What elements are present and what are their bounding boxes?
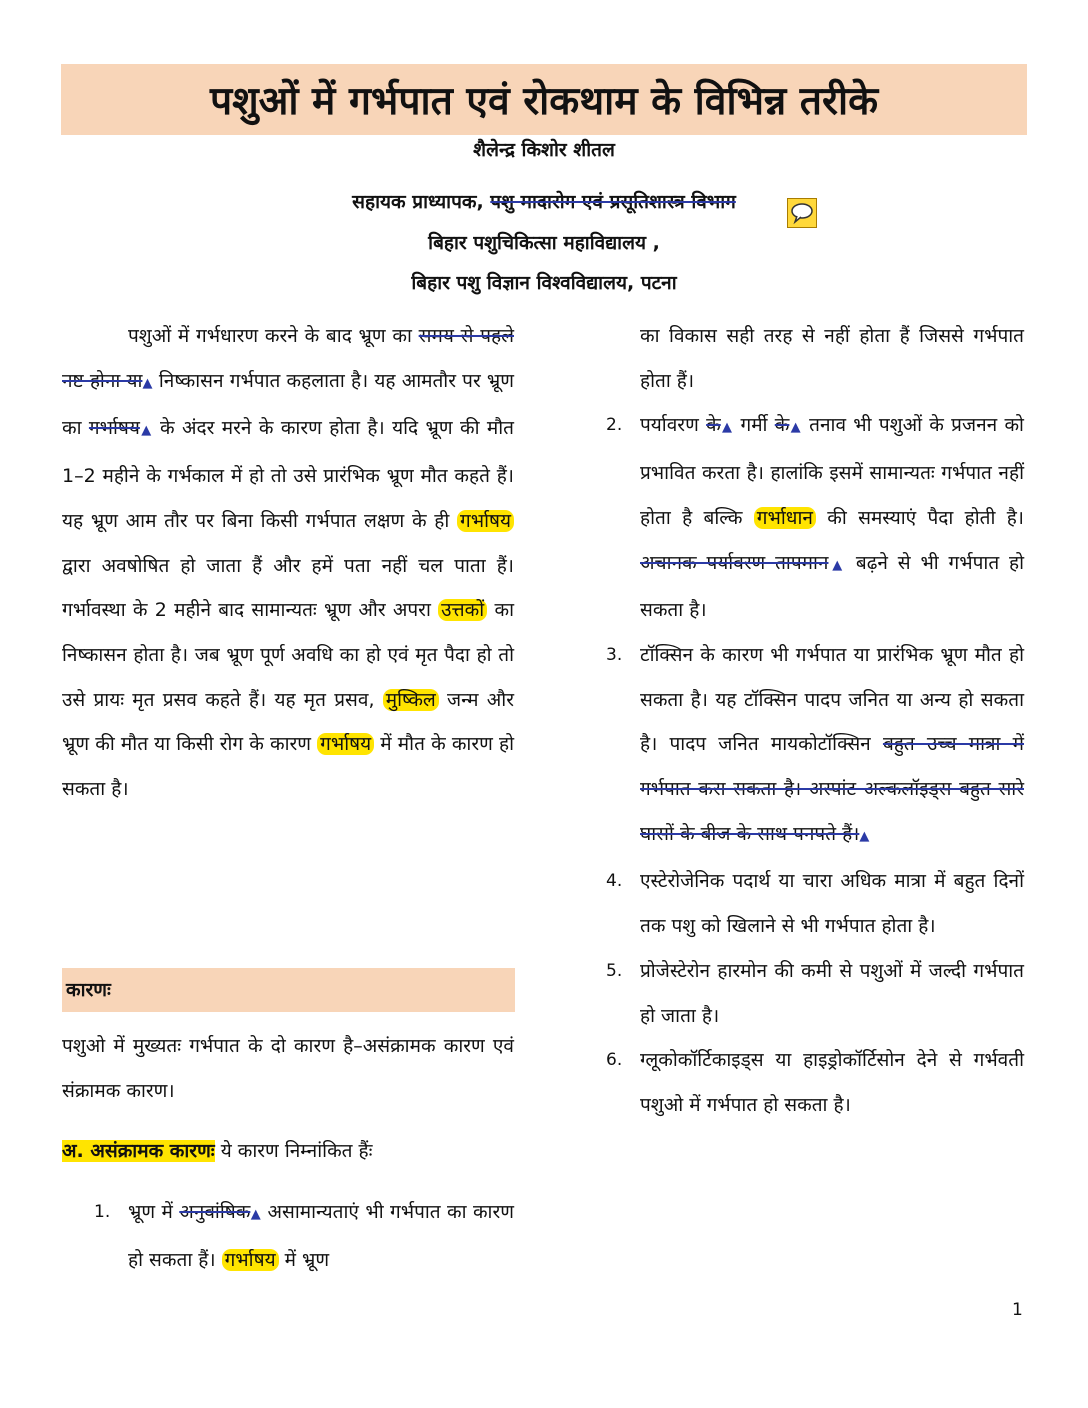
comment-icon[interactable] — [787, 198, 817, 228]
right-column — [606, 314, 1024, 1128]
highlighted-word: गर्भाषय — [457, 510, 514, 532]
affiliation-prefix: सहायक प्राध्यापक, — [352, 191, 491, 213]
section-title: कारणः — [66, 979, 111, 1001]
struck-text: गर्भाषय — [88, 417, 140, 440]
list-text: असामान्यताएं भी गर्भपात का कारण हो सकता हैं। — [128, 1201, 514, 1271]
list-text: पर्यावरण — [640, 414, 707, 437]
insert-caret-icon[interactable]: ▲ — [250, 1207, 262, 1223]
intro-text-5: का निष्कासन होता है। जब भ्रूण पूर्ण अवधि का हो एवं मृत पैदा हो तो उसे प्रायः मृत प्रसव कहते हैं। यह मृत प्रसव, — [62, 599, 514, 711]
list-text: एस्टेरोजेनिक पदार्थ या चारा अधिक मात्रा में बहुत दिनों तक पशु को खिलाने से भी गर्भपात होता है। — [640, 870, 1024, 938]
subheading-label: अ. असंक्रामक कारणः — [62, 1140, 215, 1163]
intro-text-6: जन्म और भ्रूण की मौत या किसी रोग के कारण — [62, 688, 514, 756]
struck-text: अचानक पर्यावरण तापमान — [640, 551, 829, 574]
intro-text-7: में मौत के कारण हो सकता है। — [62, 733, 514, 801]
struck-text: बहुत उच्च मात्रा में गर्भपात करा सकता है। अस्पांट अल्कलॉइड्स बहुत सारे घासों के बीज के साथ पनपते हैं। — [640, 733, 1024, 845]
intro-paragraph — [62, 314, 514, 812]
intro-text-3: के अंदर मरने के कारण होता है। यदि भ्रूण की मौत 1–2 महीने के गर्भकाल में हो तो उसे प्रारंभिक भ्रूण मौत कहते हैं। यह भ्रूण आम तौर पर बिना किसी गर्भपात लक्षण के ही — [62, 417, 515, 532]
highlighted-word: गर्भाषय — [317, 733, 374, 755]
list-item — [606, 1038, 1024, 1127]
causes-paragraph: पशुओ में मुख्यतः गर्भपात के दो कारण है–असंक्रामक कारण एवं संक्रामक कारण। — [62, 1035, 514, 1102]
list-number: 2. — [606, 415, 623, 436]
highlighted-word: मुष्किल — [383, 689, 439, 711]
intro-text-2: निष्कासन गर्भपात कहलाता है। यह आमतौर पर भ्रूण का — [62, 369, 515, 440]
list-text: बढ़ने से भी गर्भपात हो सकता है। — [640, 551, 1024, 622]
insert-caret-icon[interactable]: ▲ — [720, 420, 734, 436]
intro-column — [62, 314, 514, 812]
insert-caret-icon[interactable]: ▲ — [139, 423, 153, 439]
list-text: में भ्रूण — [278, 1248, 330, 1271]
list-item — [94, 1190, 514, 1282]
affiliation-line-3: बिहार पशु विज्ञान विश्वविद्यालय, पटना — [411, 272, 677, 294]
struck-text: समय से पहले नष्ट होना या — [62, 325, 514, 392]
causes-list — [62, 1190, 514, 1282]
insert-caret-icon[interactable]: ▲ — [859, 828, 870, 844]
list-item — [606, 633, 1024, 860]
list-text: तनाव भी पशुओं के प्रजनन को प्रभावित करता है। हालांकि इसमें सामान्यतः गर्भपात नहीं होता है बल्कि — [640, 414, 1024, 529]
subheading — [62, 1129, 514, 1174]
struck-department: पशु मादारोग एवं प्रसूतिशास्त्र विभाग — [490, 191, 736, 213]
subheading-text: ये कारण निम्नांकित हैंः — [214, 1140, 373, 1163]
section-band — [62, 968, 515, 1012]
list-number: 5. — [606, 960, 623, 981]
list-text: भ्रूण में — [128, 1201, 180, 1224]
list-text: प्रोजेस्टेरोन हारमोन की कमी से पशुओं में जल्दी गर्भपात हो जाता है। — [640, 959, 1024, 1027]
page-number: 1 — [1012, 1300, 1023, 1320]
list-number: 1. — [94, 1202, 111, 1223]
insert-caret-icon[interactable]: ▲ — [828, 557, 847, 573]
highlighted-word: उत्तकों — [438, 599, 487, 621]
affiliation-line-2: बिहार पशुचिकित्सा महाविद्यालय , — [428, 232, 660, 254]
list-item — [606, 949, 1024, 1038]
highlighted-word: गर्भाषय — [222, 1249, 279, 1271]
document-title: पशुओं में गर्भपात एवं रोकथाम के विभिन्न तरीके — [209, 79, 879, 124]
list-item-continuation: का विकास सही तरह से नहीं होता हैं जिससे गर्भपात होता हैं। — [640, 325, 1024, 392]
insert-caret-icon[interactable]: ▲ — [789, 420, 802, 436]
highlighted-word: गर्भाधान — [754, 507, 816, 529]
struck-text: के — [706, 414, 721, 437]
intro-text-1: पशुओं में गर्भधारण करने के बाद भ्रूण का — [128, 325, 419, 347]
causes-list-continued — [606, 403, 1024, 1127]
intro-text-4: द्वारा अवषोषित हो जाता हैं और हमें पता नहीं चल पाता हैं। गर्भावस्था के 2 महीने बाद सामान्यतः भ्रूण और अपरा — [62, 554, 514, 622]
author-name: शैलेन्द्र किशोर शीतल — [473, 139, 615, 161]
list-text: की समस्याएं पैदा होती है। — [815, 506, 1024, 529]
list-item — [606, 859, 1024, 948]
list-number: 3. — [606, 644, 623, 665]
struck-text: अनुवांषिक — [179, 1201, 251, 1224]
struck-text: के — [774, 414, 790, 437]
insert-caret-icon[interactable]: ▲ — [142, 375, 153, 391]
list-text: टॉक्सिन के कारण भी गर्भपात या प्रारंभिक भ्रूण मौत हो सकता है। यह टॉक्सिन पादप जनित या अन्य हो सकता है। पादप जनित मायकोटॉक्सिन — [640, 643, 1024, 756]
list-item — [606, 403, 1024, 633]
list-text: ग्लूकोकॉर्टिकाइड्स या हाइड्रोकॉर्टिसोन देने से गर्भवती पशुओ में गर्भपात हो सकता है। — [640, 1049, 1024, 1116]
list-number: 4. — [606, 871, 623, 892]
list-text: गर्मी — [733, 414, 775, 437]
affiliation-line-1 — [0, 187, 1088, 217]
causes-column — [62, 1024, 514, 1283]
list-number: 6. — [606, 1050, 623, 1071]
